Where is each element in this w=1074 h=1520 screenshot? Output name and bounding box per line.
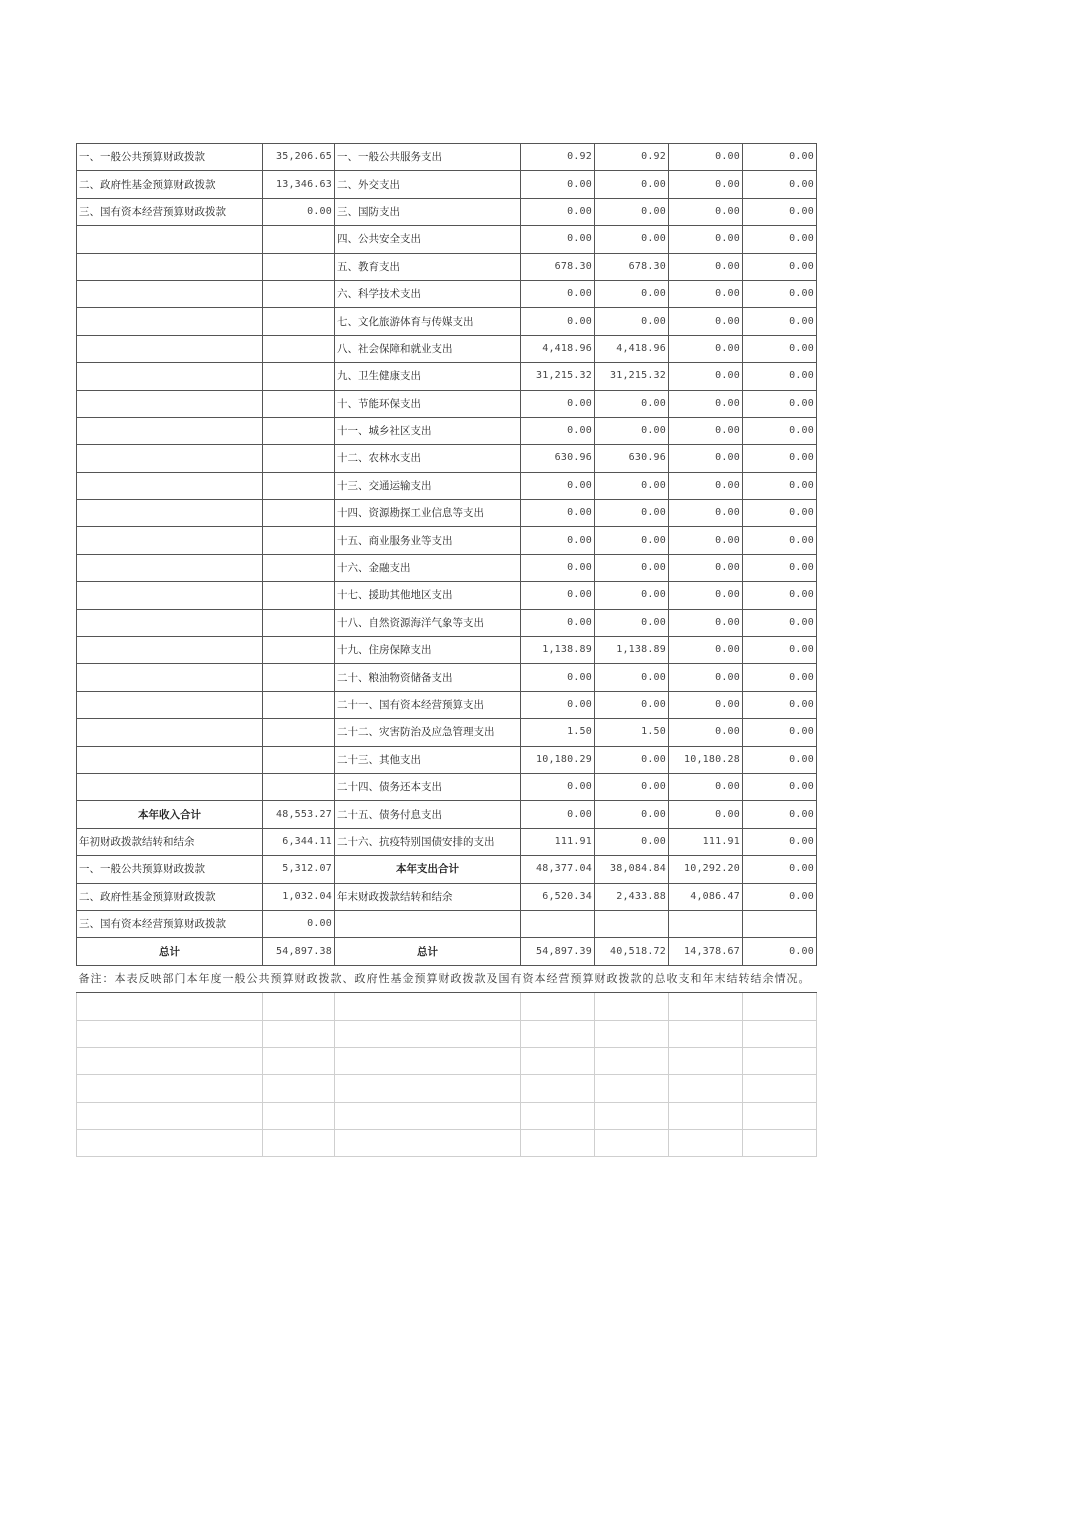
income-label-cell: 二、政府性基金预算财政拨款 [77,171,263,198]
expense-total-cell: 48,377.04 [521,856,595,883]
general-budget-cell: 0.00 [595,609,669,636]
income-amount-cell: 0.00 [263,198,335,225]
general-budget-cell: 2,433.88 [595,883,669,910]
fund-budget-cell: 111.91 [669,828,743,855]
fund-budget-cell: 0.00 [669,198,743,225]
fund-budget-cell: 0.00 [669,582,743,609]
expense-label-cell: 二十二、灾害防治及应急管理支出 [335,719,521,746]
expense-total-cell: 31,215.32 [521,363,595,390]
blank-cell [335,993,521,1020]
income-amount-cell: 13,346.63 [263,171,335,198]
general-budget-cell: 0.00 [595,390,669,417]
general-budget-cell: 0.00 [595,664,669,691]
fund-budget-cell: 0.00 [669,363,743,390]
state-capital-cell: 0.00 [743,417,817,444]
expense-label-cell: 一、一般公共服务支出 [335,144,521,171]
state-capital-cell: 0.00 [743,691,817,718]
expense-total-cell: 0.00 [521,500,595,527]
general-budget-cell: 0.00 [595,198,669,225]
blank-cell [77,1020,263,1047]
blank-cell [335,1020,521,1047]
table-row [77,144,817,171]
expense-label-cell: 十九、住房保障支出 [335,637,521,664]
table-row [77,938,817,965]
expense-label-cell: 二十、粮油物资储备支出 [335,664,521,691]
state-capital-cell: 0.00 [743,171,817,198]
general-budget-cell: 0.00 [595,226,669,253]
expense-total-cell: 0.00 [521,664,595,691]
blank-cell [263,1020,335,1047]
fund-budget-cell: 0.00 [669,773,743,800]
income-amount-cell: 54,897.38 [263,938,335,965]
blank-row [77,1075,817,1102]
expense-total-cell: 0.00 [521,801,595,828]
table-row [77,664,817,691]
income-amount-cell: 6,344.11 [263,828,335,855]
expense-total-cell: 0.00 [521,226,595,253]
income-label-cell [77,335,263,362]
fund-budget-cell: 0.00 [669,691,743,718]
state-capital-cell: 0.00 [743,664,817,691]
fund-budget-cell: 0.00 [669,719,743,746]
expense-total-cell: 10,180.29 [521,746,595,773]
general-budget-cell: 4,418.96 [595,335,669,362]
state-capital-cell: 0.00 [743,828,817,855]
income-label-cell [77,719,263,746]
blank-cell [743,1020,817,1047]
blank-cell [669,1075,743,1102]
income-label-cell [77,582,263,609]
expense-total-cell: 0.00 [521,773,595,800]
table-row [77,883,817,910]
expense-label-cell [335,910,521,937]
income-amount-cell [263,664,335,691]
expense-total-cell: 6,520.34 [521,883,595,910]
expense-label-cell: 八、社会保障和就业支出 [335,335,521,362]
expense-total-cell: 0.00 [521,390,595,417]
expense-label-cell: 五、教育支出 [335,253,521,280]
income-amount-cell: 48,553.27 [263,801,335,828]
expense-label-cell: 七、文化旅游体育与传媒支出 [335,308,521,335]
expense-label-cell: 年末财政拨款结转和结余 [335,883,521,910]
fund-budget-cell: 0.00 [669,554,743,581]
blank-cell [335,1075,521,1102]
income-amount-cell [263,746,335,773]
state-capital-cell: 0.00 [743,883,817,910]
table-row [77,445,817,472]
income-amount-cell [263,226,335,253]
income-amount-cell [263,308,335,335]
general-budget-cell: 0.92 [595,144,669,171]
fund-budget-cell: 0.00 [669,390,743,417]
general-budget-cell: 0.00 [595,582,669,609]
blank-row [77,993,817,1020]
income-amount-cell [263,554,335,581]
table-row [77,500,817,527]
blank-cell [335,1130,521,1157]
blank-cell [595,1047,669,1074]
table-row [77,253,817,280]
income-label-cell [77,280,263,307]
income-label-cell [77,773,263,800]
expense-total-cell: 630.96 [521,445,595,472]
state-capital-cell: 0.00 [743,335,817,362]
general-budget-cell: 0.00 [595,773,669,800]
blank-cell [263,1047,335,1074]
fund-budget-cell: 0.00 [669,253,743,280]
income-label-cell: 总计 [77,938,263,965]
expense-label-cell: 十三、交通运输支出 [335,472,521,499]
blank-cell [595,1130,669,1157]
table-row [77,472,817,499]
state-capital-cell: 0.00 [743,582,817,609]
income-amount-cell [263,527,335,554]
fund-budget-cell: 10,292.20 [669,856,743,883]
expense-total-cell: 678.30 [521,253,595,280]
income-amount-cell [263,335,335,362]
table-row [77,280,817,307]
table-row [77,609,817,636]
blank-cell [521,993,595,1020]
expense-total-cell: 54,897.39 [521,938,595,965]
income-label-cell: 二、政府性基金预算财政拨款 [77,883,263,910]
blank-cell [595,1075,669,1102]
expense-total-cell: 0.00 [521,198,595,225]
income-amount-cell [263,390,335,417]
fund-budget-cell: 0.00 [669,417,743,444]
general-budget-cell: 0.00 [595,554,669,581]
state-capital-cell: 0.00 [743,198,817,225]
expense-total-cell: 0.00 [521,308,595,335]
general-budget-cell: 0.00 [595,828,669,855]
blank-row [77,1102,817,1129]
blank-cell [77,1047,263,1074]
note-row [77,965,817,992]
state-capital-cell: 0.00 [743,856,817,883]
expense-total-cell: 1,138.89 [521,637,595,664]
expense-label-cell: 十六、金融支出 [335,554,521,581]
state-capital-cell: 0.00 [743,527,817,554]
income-label-cell [77,527,263,554]
expense-total-cell: 0.00 [521,554,595,581]
blank-cell [595,993,669,1020]
expense-total-cell: 0.00 [521,280,595,307]
income-amount-cell [263,609,335,636]
state-capital-cell: 0.00 [743,938,817,965]
general-budget-cell: 31,215.32 [595,363,669,390]
blank-cell [595,1102,669,1129]
state-capital-cell: 0.00 [743,253,817,280]
fund-budget-cell: 0.00 [669,280,743,307]
income-amount-cell: 35,206.65 [263,144,335,171]
state-capital-cell: 0.00 [743,609,817,636]
general-budget-cell: 0.00 [595,308,669,335]
blank-cell [335,1102,521,1129]
general-budget-cell: 1,138.89 [595,637,669,664]
table-row [77,335,817,362]
blank-cell [521,1075,595,1102]
expense-label-cell: 十五、商业服务业等支出 [335,527,521,554]
fund-budget-cell: 0.00 [669,664,743,691]
blank-cell [263,1075,335,1102]
income-label-cell [77,746,263,773]
blank-cell [669,1102,743,1129]
state-capital-cell: 0.00 [743,280,817,307]
expense-label-cell: 二十六、抗疫特别国债安排的支出 [335,828,521,855]
general-budget-cell: 0.00 [595,746,669,773]
income-label-cell [77,445,263,472]
general-budget-cell: 678.30 [595,253,669,280]
table-row [77,171,817,198]
general-budget-cell: 0.00 [595,171,669,198]
blank-cell [521,1020,595,1047]
income-label-cell [77,253,263,280]
blank-cell [743,1102,817,1129]
state-capital-cell: 0.00 [743,637,817,664]
table-row [77,773,817,800]
fund-budget-cell [669,910,743,937]
income-amount-cell [263,280,335,307]
fund-budget-cell: 4,086.47 [669,883,743,910]
fund-budget-cell: 0.00 [669,308,743,335]
blank-row [77,1130,817,1157]
expense-label-cell: 十、节能环保支出 [335,390,521,417]
income-amount-cell: 0.00 [263,910,335,937]
income-amount-cell [263,719,335,746]
income-label-cell: 年初财政拨款结转和结余 [77,828,263,855]
blank-cell [521,1047,595,1074]
state-capital-cell: 0.00 [743,445,817,472]
fiscal-appropriation-table [76,143,817,1157]
expense-total-cell: 0.00 [521,582,595,609]
expense-total-cell: 111.91 [521,828,595,855]
income-label-cell [77,226,263,253]
fund-budget-cell: 0.00 [669,500,743,527]
fund-budget-cell: 10,180.28 [669,746,743,773]
general-budget-cell: 630.96 [595,445,669,472]
income-label-cell: 三、国有资本经营预算财政拨款 [77,198,263,225]
blank-cell [263,1130,335,1157]
expense-total-cell: 0.00 [521,472,595,499]
blank-cell [263,1102,335,1129]
income-amount-cell [263,472,335,499]
state-capital-cell: 0.00 [743,746,817,773]
blank-cell [669,1047,743,1074]
blank-cell [77,1130,263,1157]
income-label-cell [77,390,263,417]
table-row [77,828,817,855]
state-capital-cell: 0.00 [743,308,817,335]
fund-budget-cell: 0.00 [669,472,743,499]
general-budget-cell: 0.00 [595,527,669,554]
income-amount-cell [263,691,335,718]
expense-label-cell: 十七、援助其他地区支出 [335,582,521,609]
blank-cell [743,1075,817,1102]
table-row [77,582,817,609]
state-capital-cell: 0.00 [743,801,817,828]
expense-total-cell: 0.00 [521,609,595,636]
expense-total-cell: 0.00 [521,417,595,444]
blank-cell [743,1130,817,1157]
general-budget-cell: 0.00 [595,472,669,499]
table-row [77,226,817,253]
income-label-cell [77,609,263,636]
fund-budget-cell: 0.00 [669,801,743,828]
expense-label-cell: 四、公共安全支出 [335,226,521,253]
income-label-cell: 一、一般公共预算财政拨款 [77,144,263,171]
fund-budget-cell: 0.00 [669,171,743,198]
general-budget-cell: 0.00 [595,691,669,718]
state-capital-cell: 0.00 [743,719,817,746]
state-capital-cell: 0.00 [743,390,817,417]
expense-total-cell: 0.00 [521,527,595,554]
income-amount-cell [263,500,335,527]
expense-label-cell: 二十四、债务还本支出 [335,773,521,800]
fund-budget-cell: 0.00 [669,637,743,664]
income-amount-cell [263,363,335,390]
general-budget-cell: 1.50 [595,719,669,746]
table-row [77,390,817,417]
expense-label-cell: 二十五、债务付息支出 [335,801,521,828]
expense-label-cell: 二十一、国有资本经营预算支出 [335,691,521,718]
expense-label-cell: 十二、农林水支出 [335,445,521,472]
fund-budget-cell: 14,378.67 [669,938,743,965]
expense-total-cell: 1.50 [521,719,595,746]
general-budget-cell [595,910,669,937]
income-label-cell [77,554,263,581]
blank-cell [335,1047,521,1074]
income-amount-cell: 5,312.07 [263,856,335,883]
blank-cell [669,1130,743,1157]
income-amount-cell [263,445,335,472]
table-row [77,746,817,773]
income-amount-cell [263,773,335,800]
blank-cell [521,1102,595,1129]
general-budget-cell: 0.00 [595,801,669,828]
table-row [77,801,817,828]
expense-label-cell: 总计 [335,938,521,965]
blank-cell [743,1047,817,1074]
expense-label-cell: 三、国防支出 [335,198,521,225]
expense-label-cell: 本年支出合计 [335,856,521,883]
note-text: 备注：本表反映部门本年度一般公共预算财政拨款、政府性基金预算财政拨款及国有资本经营预算财政拨款的总收支和年末结转结余情况。 [77,965,817,992]
income-label-cell: 本年收入合计 [77,801,263,828]
blank-cell [669,993,743,1020]
general-budget-cell: 38,084.84 [595,856,669,883]
income-amount-cell: 1,032.04 [263,883,335,910]
blank-cell [669,1020,743,1047]
blank-cell [595,1020,669,1047]
expense-total-cell [521,910,595,937]
table-row [77,691,817,718]
income-label-cell [77,637,263,664]
state-capital-cell [743,910,817,937]
table-row [77,910,817,937]
blank-row [77,1047,817,1074]
income-label-cell [77,308,263,335]
general-budget-cell: 0.00 [595,417,669,444]
income-amount-cell [263,582,335,609]
blank-cell [77,1102,263,1129]
expense-label-cell: 六、科学技术支出 [335,280,521,307]
blank-cell [263,993,335,1020]
income-label-cell [77,500,263,527]
state-capital-cell: 0.00 [743,500,817,527]
income-label-cell: 一、一般公共预算财政拨款 [77,856,263,883]
income-label-cell [77,664,263,691]
state-capital-cell: 0.00 [743,226,817,253]
table-row [77,308,817,335]
income-label-cell [77,363,263,390]
table-row [77,198,817,225]
income-amount-cell [263,637,335,664]
expense-total-cell: 0.00 [521,171,595,198]
income-amount-cell [263,253,335,280]
income-label-cell [77,417,263,444]
state-capital-cell: 0.00 [743,773,817,800]
table-row [77,417,817,444]
fund-budget-cell: 0.00 [669,445,743,472]
income-label-cell: 三、国有资本经营预算财政拨款 [77,910,263,937]
blank-cell [521,1130,595,1157]
expense-label-cell: 二、外交支出 [335,171,521,198]
income-label-cell [77,472,263,499]
expense-label-cell: 十一、城乡社区支出 [335,417,521,444]
blank-row [77,1020,817,1047]
table-row [77,527,817,554]
table-row [77,856,817,883]
state-capital-cell: 0.00 [743,363,817,390]
expense-label-cell: 十四、资源勘探工业信息等支出 [335,500,521,527]
table-row [77,363,817,390]
blank-cell [743,993,817,1020]
general-budget-cell: 0.00 [595,500,669,527]
fund-budget-cell: 0.00 [669,226,743,253]
fund-budget-cell: 0.00 [669,335,743,362]
blank-cell [77,1075,263,1102]
general-budget-cell: 0.00 [595,280,669,307]
fund-budget-cell: 0.00 [669,527,743,554]
income-amount-cell [263,417,335,444]
blank-cell [77,993,263,1020]
expense-label-cell: 二十三、其他支出 [335,746,521,773]
state-capital-cell: 0.00 [743,472,817,499]
expense-total-cell: 4,418.96 [521,335,595,362]
general-budget-cell: 40,518.72 [595,938,669,965]
expense-total-cell: 0.92 [521,144,595,171]
fund-budget-cell: 0.00 [669,609,743,636]
state-capital-cell: 0.00 [743,144,817,171]
expense-label-cell: 九、卫生健康支出 [335,363,521,390]
table-row [77,554,817,581]
expense-label-cell: 十八、自然资源海洋气象等支出 [335,609,521,636]
expense-total-cell: 0.00 [521,691,595,718]
income-label-cell [77,691,263,718]
fund-budget-cell: 0.00 [669,144,743,171]
state-capital-cell: 0.00 [743,554,817,581]
table-row [77,719,817,746]
table-row [77,637,817,664]
